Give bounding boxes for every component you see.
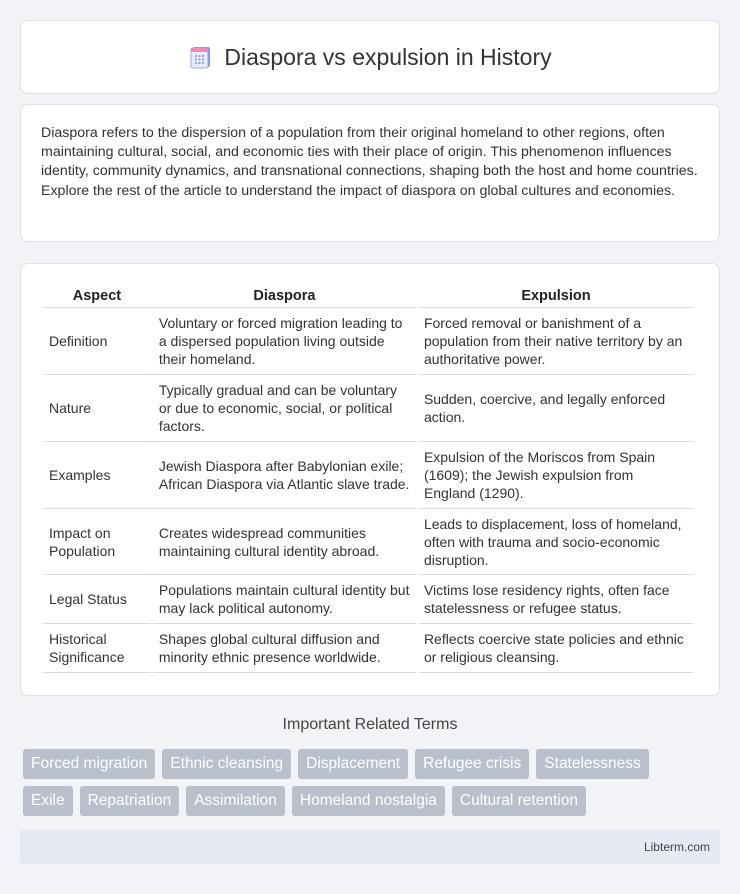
table-row [43, 509, 694, 575]
diaspora-cell: Typically gradual and can be voluntary or due to economic, social, or political factors. [153, 375, 416, 442]
tag-ethnic-cleansing[interactable]: Ethnic cleansing [162, 749, 291, 779]
aspect-cell: Legal Status [43, 575, 151, 624]
diaspora-cell: Voluntary or forced migration leading to a dispersed population living outside their homeland. [153, 308, 416, 375]
comparison-table [41, 284, 696, 673]
header-aspect: Aspect [43, 284, 151, 308]
tag-forced-migration[interactable]: Forced migration [23, 749, 155, 779]
tag-statelessness[interactable]: Statelessness [536, 749, 649, 779]
related-terms-tags [23, 749, 723, 823]
tag-repatriation[interactable]: Repatriation [80, 786, 180, 816]
aspect-cell: Examples [43, 442, 151, 509]
diaspora-cell: Populations maintain cultural identity but may lack political autonomy. [153, 575, 416, 624]
tag-row [23, 786, 723, 816]
table-row [43, 442, 694, 509]
tag-cultural-retention[interactable]: Cultural retention [452, 786, 586, 816]
diaspora-cell: Jewish Diaspora after Babylonian exile; African Diaspora via Atlantic slave trade. [153, 442, 416, 509]
diaspora-cell: Shapes global cultural diffusion and minority ethnic presence worldwide. [153, 624, 416, 673]
tag-assimilation[interactable]: Assimilation [186, 786, 285, 816]
diaspora-cell: Creates widespread communities maintaining cultural identity abroad. [153, 509, 416, 575]
aspect-cell: Impact on Population [43, 509, 151, 575]
expulsion-cell: Reflects coercive state policies and ethnic or religious cleansing. [418, 624, 694, 673]
expulsion-cell: Expulsion of the Moriscos from Spain (1609); the Jewish expulsion from England (1290). [418, 442, 694, 509]
tag-displacement[interactable]: Displacement [298, 749, 408, 779]
footer-site-link[interactable]: Libterm.com [643, 840, 710, 854]
tag-exile[interactable]: Exile [23, 786, 73, 816]
tag-refugee-crisis[interactable]: Refugee crisis [415, 749, 529, 779]
footer [20, 830, 720, 864]
tag-row [23, 749, 723, 779]
header-diaspora: Diaspora [153, 284, 416, 308]
expulsion-cell: Forced removal or banishment of a population from their native territory by an authoritative power. [418, 308, 694, 375]
page-title: Diaspora vs expulsion in History [224, 43, 552, 70]
title-card [20, 20, 720, 94]
expulsion-cell: Leads to displacement, loss of homeland, often with trauma and socio-economic disruption. [418, 509, 694, 575]
aspect-cell: Definition [43, 308, 151, 375]
comparison-table-card [20, 263, 720, 696]
table-header-row [43, 284, 694, 308]
table-row [43, 624, 694, 673]
aspect-cell: Historical Significance [43, 624, 151, 673]
table-row [43, 375, 694, 442]
table-row [43, 575, 694, 624]
header-expulsion: Expulsion [418, 284, 694, 308]
expulsion-cell: Sudden, coercive, and legally enforced action. [418, 375, 694, 442]
book-icon [188, 44, 214, 70]
intro-card [20, 104, 720, 242]
intro-text: Diaspora refers to the dispersion of a population from their original homeland to other regions, often maintaining cultural, social, and economic ties with their place of origin. This phenomenon influences identity, community dynamics, and transnational connections, shaping both the host and home countries. Explore the rest of the article to understand the impact of diaspora on global cultures and economies. [41, 125, 698, 199]
tag-homeland-nostalgia[interactable]: Homeland nostalgia [292, 786, 445, 816]
table-row [43, 308, 694, 375]
related-terms-title: Important Related Terms [282, 716, 458, 733]
aspect-cell: Nature [43, 375, 151, 442]
expulsion-cell: Victims lose residency rights, often face statelessness or refugee status. [418, 575, 694, 624]
